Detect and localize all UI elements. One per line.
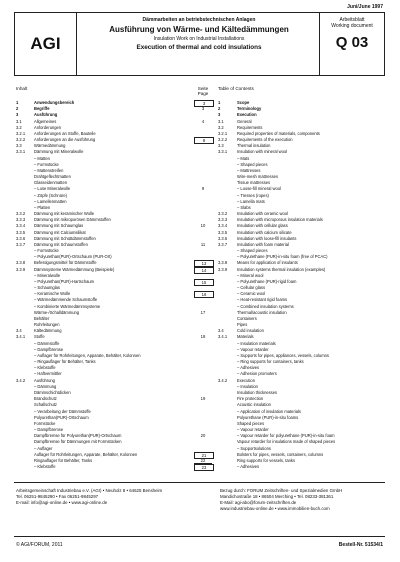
header-title-block xyxy=(77,13,321,75)
distributor-web: www.industriebau-online.de • www.immobilien-buch.com xyxy=(220,506,330,511)
toc-entry-de: – Matten xyxy=(34,155,50,161)
header-subject-de: Dämmarbeiten an betriebstechnischen Anlagen xyxy=(142,17,256,23)
toc-entry-de: – Dämmung xyxy=(34,383,57,389)
toc-entry-en: Tissue mattresses xyxy=(237,180,271,186)
toc-entry-en: – Loose-fill mineral wool xyxy=(237,186,281,192)
toc-page-number: 19 xyxy=(200,396,206,402)
toc-number: 3.3.6 xyxy=(16,235,26,241)
publisher-info xyxy=(16,488,162,506)
toc-entry-en: Bolsters for pipes, vessels, containers, columns xyxy=(237,451,324,457)
toc-entry-de: Formstücke xyxy=(34,420,56,426)
toc-entry-en: Scope xyxy=(237,100,250,105)
toc-entry-de: – Dampfbremse xyxy=(34,427,64,432)
toc-entry-en: Insulation with calcium silicate xyxy=(237,229,292,235)
toc-entry-de: – Auflager xyxy=(34,445,53,451)
toc-entry-de: Anwendungsbereich xyxy=(34,100,75,105)
toc-entry-de: Behälter xyxy=(34,315,50,321)
toc-number: 1 xyxy=(16,100,19,105)
document-code-block xyxy=(319,13,384,75)
toc-number: 3.3.4 xyxy=(16,223,26,229)
toc-entry-en: – Slabs xyxy=(237,204,251,210)
toc-entry-en: – Tresses (ropes) xyxy=(237,192,269,198)
toc-entry-en: Thermal/acoustic insulation xyxy=(237,309,287,315)
distributor-info xyxy=(220,488,342,512)
toc-entry-de: Dämmung mit Schaumglas xyxy=(34,223,84,229)
distributor-name: Bezug durch: FORUM Zeitschriften- und Spezialmedien GmbH xyxy=(220,488,343,493)
toc-entry-en: – Polyurethane (PUR)-in-situ foam (free of PCAC) xyxy=(237,254,328,260)
toc-entry-en: – Mats xyxy=(237,155,250,161)
toc-number: 3.1 xyxy=(16,118,22,124)
toc-entry-de: – Wärmedämmende Schaumstoffe xyxy=(34,297,98,303)
page-column-heading xyxy=(192,86,214,96)
toc-page-number: 22 xyxy=(200,457,206,463)
toc-heading-de: Inhalt xyxy=(16,86,28,91)
toc-entry-de: Dampfbremse für Polyurethan(PUR)-Ortschaum xyxy=(34,433,122,439)
toc-entry-en: Execution xyxy=(237,377,255,383)
toc-page-number: 10 xyxy=(200,223,206,229)
toc-entry-en: – Application of insulation materials xyxy=(237,408,301,414)
toc-number-en: 2 xyxy=(218,106,221,112)
toc-entry-de: Dämmschichtdicken xyxy=(34,389,71,395)
toc-heading-en: Table of Contents xyxy=(218,86,254,91)
toc-entry-de: Wärmedämmung xyxy=(34,143,66,149)
toc-entry-en: Polyurethane (PUR)-in-situ foams xyxy=(237,414,299,420)
toc-entry-en: – Mattresses xyxy=(237,167,261,173)
toc-entry-en: – Insulation xyxy=(237,383,258,389)
publisher-contact: E-mail: info@agi-online.de • www.agi-online.de xyxy=(16,500,108,505)
toc-entry-en: Terminology xyxy=(237,106,262,112)
toc-page-number: 16 xyxy=(194,291,214,298)
toc-number-en: 3.3.1 xyxy=(218,149,228,155)
toc-entry-en: Cold insulation xyxy=(237,328,264,334)
toc-entry-de: Drahtgeflechtmatten xyxy=(34,174,71,180)
toc-entry-en: Pipes xyxy=(237,322,248,328)
toc-page-number: 4 xyxy=(201,118,205,124)
toc-number-en: 1 xyxy=(218,100,221,105)
toc-page-number: 8 xyxy=(194,137,214,144)
page-heading-de: Seite xyxy=(197,86,209,91)
toc-entry-de: Ausführung xyxy=(34,112,58,118)
toc-entry-de: – Lamellenmatten xyxy=(34,198,67,204)
toc-entry-de: Polyurethan(PUR)-Ortschaum xyxy=(34,414,89,420)
toc-number: 3.2.1 xyxy=(16,130,26,136)
toc-entry-de: Dämmung mit mikroporösen Dämmstoffen xyxy=(34,217,111,223)
toc-page-number: 21 xyxy=(194,452,214,459)
toc-entry-en: – Insulation materials xyxy=(237,340,276,346)
toc-entry-de: Schallschutz xyxy=(34,402,57,408)
toc-number: 3.3.7 xyxy=(16,241,26,247)
toc-entry-de: Dämmung mit Mineralwolle xyxy=(34,149,84,155)
toc-number: 3.3.2 xyxy=(16,211,26,217)
toc-entry-de: – Formstücke xyxy=(34,161,59,167)
toc-number-en: 3.3.2 xyxy=(218,211,228,217)
toc-page-number: 18 xyxy=(200,334,206,340)
toc-entry-en: Insulation with loose-fill insulants xyxy=(237,235,297,241)
bottom-divider xyxy=(14,536,385,537)
toc-number: 3 xyxy=(16,112,19,118)
toc-entry-en: – Vapour retarder xyxy=(237,346,269,352)
toc-entry-de: – Schaumglas xyxy=(34,285,60,291)
toc-number: 3.3 xyxy=(16,143,22,149)
toc-entry-en: – Vapour retarder xyxy=(237,427,269,432)
toc-entry-en: – Heat-resistant rigid foams xyxy=(237,297,288,303)
toc-page-number: 3 xyxy=(201,106,205,112)
toc-entry-de: Ausführung xyxy=(34,377,55,383)
toc-entry-de: – Klebstoffe xyxy=(34,464,56,470)
toc-number-en: 3 xyxy=(218,112,221,118)
toc-entry-en: Thermal insulation xyxy=(237,143,271,149)
header-title-en: Execution of thermal and cold insulations xyxy=(136,44,262,51)
toc-number: 3.3.9 xyxy=(16,266,26,272)
toc-page-number: 11 xyxy=(200,241,206,247)
toc-page-number: 13 xyxy=(194,260,214,267)
toc-number: 3.4.2 xyxy=(16,377,26,383)
toc-entry-de: Stoffe xyxy=(34,334,45,340)
toc-entry-en: Insulation with ceramic wool xyxy=(237,211,288,217)
toc-entry-de: Brandschutz xyxy=(34,396,57,402)
toc-entry-en: – Cellular glass xyxy=(237,285,265,291)
toc-entry-de: – Haftvermittler xyxy=(34,371,62,377)
toc-number-en: 3.1 xyxy=(218,118,224,124)
toc-entry-de: Anforderungen xyxy=(34,124,62,130)
toc-number-en: 3.2 xyxy=(218,124,224,130)
toc-number: 3.4 xyxy=(16,328,22,334)
toc-number: 3.3.5 xyxy=(16,229,26,235)
toc-entry-de: Dämmung mit Schaumstoffen xyxy=(34,241,88,247)
toc-entry-de: Anforderungen an die Ausführung xyxy=(34,137,96,143)
distributor-email: E-Mail: agi-abo@forum-zeitschriften.de xyxy=(220,500,297,505)
toc-number-en: 3.4 xyxy=(218,328,224,334)
toc-entry-de: Dämmung mit Calciumsilikat xyxy=(34,229,86,235)
toc-entry-de: – Formstücke xyxy=(34,248,59,254)
toc-page-number: 3 xyxy=(194,100,214,107)
toc-entry-de: – Mattenstreifen xyxy=(34,167,64,173)
toc-number-en: 3.2.1 xyxy=(218,130,228,136)
toc-entry-en: Insulation thicknesses xyxy=(237,389,278,395)
toc-entry-en: Wire-mesh mattresses xyxy=(237,174,278,180)
toc-entry-en: Shaped pieces xyxy=(237,420,265,426)
toc-entry-de: – Polyurethan(PUR)-Ortschaum (PUR-Ort) xyxy=(34,254,112,260)
toc-number: 2 xyxy=(16,106,19,112)
toc-number-en: 3.2.2 xyxy=(218,137,228,143)
toc-entry-en: – Mineral wool xyxy=(237,272,264,278)
issue-date: Juni/June 1997 xyxy=(347,4,383,10)
toc-entry-de: Glasseidenmatten xyxy=(34,180,67,186)
toc-entry-de: Rohrleitungen xyxy=(34,322,60,328)
toc-entry-de: Kältedämmung xyxy=(34,328,62,334)
toc-entry-en: Insulation with microporous insulation materials xyxy=(237,217,323,223)
toc-entry-en: Materials xyxy=(237,334,254,340)
publisher-address: Arbeitsgemeinschaft Industriebau e.V. (AGI) • Neuholz 8 • 64625 Bensheim xyxy=(16,488,163,493)
toc-entry-en: – Polyurethane (PUR)-rigid foam xyxy=(237,278,297,284)
working-doc-label-de: Arbeitsblatt xyxy=(339,17,365,23)
toc-entry-en: – Ceramic wool xyxy=(237,291,266,297)
toc-entry-de: – Dämmstoffe xyxy=(34,340,60,346)
footer-divider xyxy=(14,482,385,483)
toc-entry-de: – Dampfbremse xyxy=(34,346,64,352)
toc-number-en: 3.3.5 xyxy=(218,229,228,235)
toc-entry-en: – Supports for pipes, appliances, vessels, columns xyxy=(237,352,329,358)
toc-number: 3.4.1 xyxy=(16,334,26,340)
distributor-address: Mandichostraße 18 • 86504 Merching • Tel. 08233-381361 xyxy=(220,494,334,499)
toc-entry-de: Allgemeines xyxy=(34,118,57,124)
toc-entry-de: – Polyurethan(PUR)-Hartschaum xyxy=(34,278,95,284)
toc-page-number: 14 xyxy=(194,267,214,274)
toc-entry-en: – Shaped pieces xyxy=(237,161,268,167)
toc-page-number: 17 xyxy=(200,309,206,315)
toc-number-en: 3.3.6 xyxy=(218,235,228,241)
toc-entry-en: Execution xyxy=(237,112,257,118)
toc-entry-en: Insulation with cellular glass xyxy=(237,223,288,229)
toc-entry-en: – Supportsolutions xyxy=(237,445,271,451)
toc-entry-de: – Verarbeitung der Dämmstoffe xyxy=(34,408,91,414)
working-doc-label-en: Working document xyxy=(331,23,373,29)
toc-entry-en: Containers xyxy=(237,315,257,321)
toc-page-number: 20 xyxy=(200,433,206,439)
toc-entry-de: Begriffe xyxy=(34,106,50,112)
toc-page-number: 15 xyxy=(194,279,214,286)
toc-entry-de: Dämmsysteme Wärmedämmung (Beispiele) xyxy=(34,266,115,272)
toc-entry-en: Required properties of materials, components xyxy=(237,130,320,136)
toc-entry-en: General xyxy=(237,118,252,124)
toc-entry-en: – Adhesives xyxy=(237,464,260,470)
toc-number: 3.3.1 xyxy=(16,149,26,155)
toc-entry-de: Anforderungen an Stoffe, Bauteile xyxy=(34,130,96,136)
toc-entry-de: Dampfbremse für Dämmungen mit Formstücken xyxy=(34,439,122,445)
toc-entry-de: Wärme-/Schalldämmung xyxy=(34,309,80,315)
toc-entry-en: Requirements xyxy=(237,124,263,130)
toc-entry-de: – Lose Mineralwolle xyxy=(34,186,71,192)
toc-page-number: 23 xyxy=(194,464,214,471)
toc-number: 3.2 xyxy=(16,124,22,130)
toc-number-en: 3.3.8 xyxy=(218,260,228,266)
toc-entry-en: Insulation with mineral wool xyxy=(237,149,288,155)
document-code: Q 03 xyxy=(335,34,369,51)
toc-entry-de: Dämmung mit keramischer Wolle xyxy=(34,211,95,217)
publisher-phone: Tel. 06251-9845290 • Fax 06251-9845297 xyxy=(16,494,99,499)
toc-entry-en: Fire protection xyxy=(237,396,264,402)
toc-number-en: 3.4.2 xyxy=(218,377,228,383)
document-header xyxy=(14,12,385,76)
toc-entry-en: – Vapour retarder for polyurethane (PUR)-in-situ foam xyxy=(237,433,335,439)
toc-number: 3.3.8 xyxy=(16,260,26,266)
toc-number-en: 3.3.3 xyxy=(218,217,228,223)
toc-entry-de: – Ringauflager für Behälter, Tanks xyxy=(34,359,96,365)
toc-number: 3.3.3 xyxy=(16,217,26,223)
header-title-de: Ausführung von Wärme- und Kältedämmungen xyxy=(109,25,289,34)
toc-entry-de: – Keramische Wolle xyxy=(34,291,71,297)
toc-entry-en: Insulation systems thermal insulation (examples) xyxy=(237,266,326,272)
toc-entry-en: Vapour retarder for insulations made of shaped pieces xyxy=(237,439,336,445)
copyright: © AGI/FORUM, 2011 xyxy=(16,542,63,548)
toc-entry-de: Auflager für Rohrleitungen, Apparate, Behälter, Kolonnen xyxy=(34,451,138,457)
header-subject-en: Insulation Work on Industrial Installations xyxy=(153,36,245,42)
toc-entry-de: – Mineralwolle xyxy=(34,272,61,278)
toc-number-en: 3.4.1 xyxy=(218,334,228,340)
toc-entry-de: – Klebstoffe xyxy=(34,365,56,371)
toc-entry-de: Ringauflager für Behälter, Tanks xyxy=(34,457,93,463)
agi-logo: AGI xyxy=(15,13,77,75)
toc-entry-en: – Adhesion promoters xyxy=(237,371,277,377)
toc-entry-de: Dämmung mit Schüttdämmstoffen xyxy=(34,235,96,241)
toc-entry-de: – Auflager für Rohrleitungen, Apparate, Behälter, Kolonnen xyxy=(34,352,141,358)
toc-page-number: 9 xyxy=(201,186,205,192)
toc-entry-en: Requirements of the execution xyxy=(237,137,293,143)
toc-number: 3.2.2 xyxy=(16,137,26,143)
toc-entry-en: – Shaped pieces xyxy=(237,248,268,254)
toc-entry-en: Ring supports for vessels, tanks xyxy=(237,457,296,463)
toc-number-en: 3.3 xyxy=(218,143,224,149)
toc-entry-de: Befestigungsmittel für Dämmstoffe xyxy=(34,260,97,266)
toc-entry-en: – Lamella mats xyxy=(237,198,265,204)
toc-entry-en: Means for application of insulants xyxy=(237,260,298,266)
toc-entry-de: – Zöpfe (Schnüre) xyxy=(34,192,67,198)
toc-entry-en: – Adhesives xyxy=(237,365,260,371)
toc-entry-de: – Platten xyxy=(34,204,51,210)
toc-entry-en: Insulation with foam material xyxy=(237,241,289,247)
toc-number-en: 3.3.9 xyxy=(218,266,228,272)
toc-number-en: 3.3.7 xyxy=(218,241,228,247)
toc-entry-de: – Kombinierte Wärmedämmsysteme xyxy=(34,303,101,309)
toc-entry-en: Acoustic insulation xyxy=(237,402,271,408)
toc-number-en: 3.3.4 xyxy=(218,223,228,229)
page-heading-en: Page xyxy=(197,91,209,96)
toc-entry-en: – Ring supports for containers, tanks xyxy=(237,359,304,365)
toc-entry-en: – Combined insulation systems xyxy=(237,303,294,309)
order-number: Bestell-Nr. 51534/1 xyxy=(338,542,383,548)
